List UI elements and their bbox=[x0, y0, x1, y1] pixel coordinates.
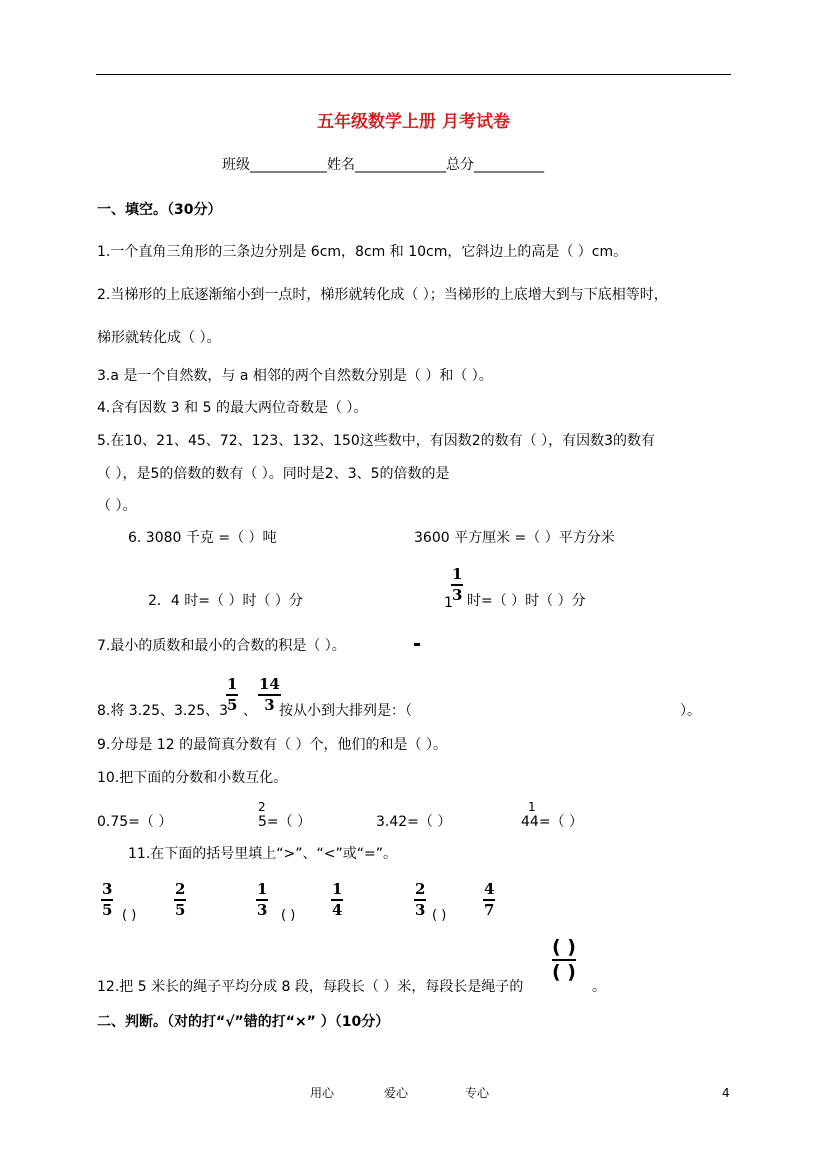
fraction-numerator: 1 bbox=[452, 565, 463, 583]
question-6-part-d-whole: 1 bbox=[444, 595, 453, 611]
compare-1-blank: ( ) bbox=[122, 908, 137, 923]
fraction-denominator: 3 bbox=[257, 901, 268, 919]
question-7: 7.最小的质数和最小的合数的积是（ ）。 bbox=[97, 638, 346, 654]
question-1: 1.一个直角三角形的三条边分别是 6cm，8cm 和 10cm，它斜边上的高是（ ）cm。 bbox=[97, 244, 628, 260]
question-10-part-a: 0.75=（ ） bbox=[97, 814, 173, 830]
fraction-denominator: 5 bbox=[102, 901, 113, 919]
question-5-line-3: （ ）。 bbox=[97, 498, 137, 514]
page-number: 4 bbox=[722, 1086, 730, 1100]
fraction-numerator-blank: ( ) bbox=[552, 936, 576, 958]
question-10-part-b: 5=（ ） bbox=[258, 814, 312, 830]
compare-3-left-fraction bbox=[414, 882, 426, 918]
question-12: 12.把 5 米长的绳子平均分成 8 段，每段长（ ）米，每段长是绳子的 bbox=[97, 979, 524, 995]
compare-1-right-fraction bbox=[174, 882, 186, 918]
fraction-denominator: 3 bbox=[415, 901, 426, 919]
question-8-fraction-1 bbox=[226, 677, 238, 713]
fraction-denominator: 3 bbox=[452, 586, 463, 604]
compare-3-right-fraction bbox=[483, 882, 495, 918]
stray-mark bbox=[414, 643, 420, 646]
question-12-end: 。 bbox=[592, 979, 606, 995]
question-6-fraction bbox=[451, 567, 463, 603]
fraction-numerator: 14 bbox=[259, 675, 280, 693]
fraction-denominator-blank: ( ) bbox=[552, 961, 576, 983]
footer-motto-3: 专心 bbox=[465, 1086, 490, 1100]
fraction-numerator: 2 bbox=[175, 880, 186, 898]
section-heading-judgement: 二、判断。（对的打“√”错的打“×” ）（10分） bbox=[97, 1014, 390, 1030]
question-6-part-c: 2．4 时=（ ）时（ ）分 bbox=[148, 593, 303, 609]
question-8-suffix: 按从小到大排列是：（ bbox=[279, 703, 412, 719]
question-10-d-numerator: 1 bbox=[528, 800, 536, 814]
question-3: 3.a 是一个自然数，与 a 相邻的两个自然数分别是（ ）和（ ）。 bbox=[97, 368, 493, 384]
question-2-line-1: 2.当梯形的上底逐渐缩小到一点时，梯形就转化成（ ）；当梯形的上底增大到与下底相等时， bbox=[97, 287, 668, 303]
question-5-line-2: （ ），是5的倍数的数有（ ）。同时是2、3、5的倍数的是 bbox=[97, 466, 450, 482]
question-6-part-d: 时=（ ）时（ ）分 bbox=[467, 593, 586, 609]
question-5-line-1: 5.在10、21、45、72、123、132、150这些数中，有因数2的数有（ ），有因数3的数有 bbox=[97, 433, 656, 449]
question-11: 11.在下面的括号里填上“>”、“<”或“=”。 bbox=[128, 846, 397, 862]
student-info-line: 班级___________姓名_____________总分__________ bbox=[222, 157, 544, 173]
question-8-prefix: 8.将 3.25、3.25、3 bbox=[97, 703, 229, 719]
fraction-numerator: 1 bbox=[332, 880, 343, 898]
fraction-denominator: 7 bbox=[484, 901, 495, 919]
compare-2-blank: ( ) bbox=[281, 908, 296, 923]
question-8-fraction-2 bbox=[258, 677, 281, 713]
fraction-numerator: 1 bbox=[257, 880, 268, 898]
question-10-part-d: 44=（ ） bbox=[521, 814, 583, 830]
question-4: 4.含有因数 3 和 5 的最大两位奇数是（ ）。 bbox=[97, 400, 368, 416]
fraction-denominator: 4 bbox=[332, 901, 343, 919]
question-10-b-numerator: 2 bbox=[258, 800, 266, 814]
question-2-line-2: 梯形就转化成（ ）。 bbox=[97, 330, 221, 346]
fraction-denominator: 5 bbox=[227, 696, 238, 714]
compare-2-left-fraction bbox=[256, 882, 268, 918]
compare-3-blank: ( ) bbox=[432, 908, 447, 923]
compare-2-right-fraction bbox=[331, 882, 343, 918]
question-12-fraction-blank bbox=[552, 938, 576, 982]
fraction-numerator: 4 bbox=[484, 880, 495, 898]
question-8-end: ）。 bbox=[680, 703, 701, 719]
fraction-numerator: 3 bbox=[102, 880, 113, 898]
compare-1-left-fraction bbox=[101, 882, 113, 918]
question-8-separator: 、 bbox=[243, 703, 257, 719]
footer-motto-2: 爱心 bbox=[384, 1086, 409, 1100]
fraction-numerator: 1 bbox=[227, 675, 238, 693]
fraction-numerator: 2 bbox=[415, 880, 426, 898]
footer-motto-1: 用心 bbox=[310, 1086, 335, 1100]
question-10: 10.把下面的分数和小数互化。 bbox=[97, 770, 288, 786]
question-9: 9.分母是 12 的最简真分数有（ ）个，他们的和是（ ）。 bbox=[97, 737, 447, 753]
page-title: 五年级数学上册 月考试卷 bbox=[317, 112, 510, 132]
fraction-denominator: 3 bbox=[258, 694, 281, 713]
question-6-part-b: 3600 平方厘米 =（ ）平方分米 bbox=[414, 530, 615, 546]
header-rule bbox=[96, 74, 731, 75]
question-10-part-c: 3.42=（ ） bbox=[376, 814, 452, 830]
section-heading-fill-in: 一、填空。（30分） bbox=[97, 202, 222, 218]
question-6-part-a: 6. 3080 千克 =（ ）吨 bbox=[128, 530, 277, 546]
fraction-denominator: 5 bbox=[175, 901, 186, 919]
